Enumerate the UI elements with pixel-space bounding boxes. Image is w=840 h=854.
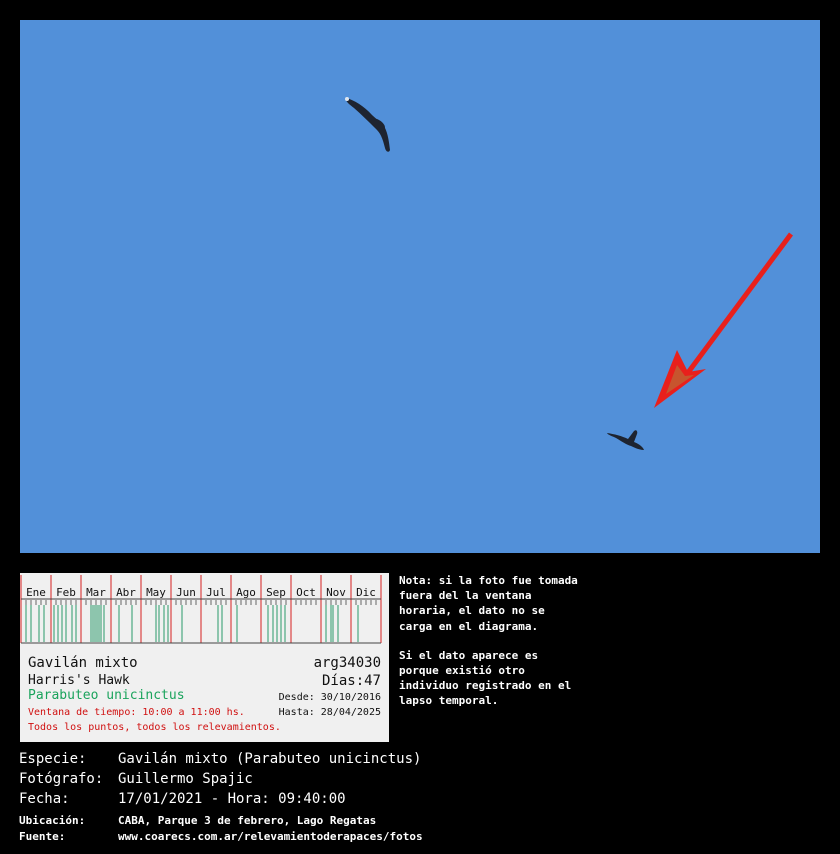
sightings-card <box>20 573 389 742</box>
info-location-label: Ubicación: <box>19 814 86 827</box>
info-location-value: CABA, Parque 3 de febrero, Lago Regatas <box>118 814 377 827</box>
info-date-row <box>19 791 346 807</box>
card-date-since: Desde: 30/10/2016 <box>278 692 381 703</box>
card-common-name: Harris's Hawk <box>28 673 130 688</box>
month-label: Nov <box>326 586 346 599</box>
card-scope-note: Todos los puntos, todos los relevamientos. <box>28 722 281 733</box>
card-species-name: Gavilán mixto <box>28 655 138 671</box>
info-photographer-row <box>19 771 253 787</box>
info-species-label: Especie: <box>19 751 87 767</box>
info-source-label: Fuente: <box>19 830 66 843</box>
info-location-row <box>19 814 376 827</box>
card-time-window: Ventana de tiempo: 10:00 a 11:00 hs. <box>28 707 245 718</box>
info-photographer-label: Fotógrafo: <box>19 771 104 787</box>
info-species-row <box>19 751 421 767</box>
info-source-value: www.coarecs.com.ar/relevamientoderapaces/fotos <box>118 830 423 843</box>
card-record-code: arg34030 <box>313 655 381 671</box>
info-date-label: Fecha: <box>19 791 70 807</box>
note-paragraph-2: Si el dato aparece es porque existió otro individuo registrado en el lapso temporal. <box>399 648 572 708</box>
bird-lower <box>607 430 644 450</box>
bird-upper <box>345 97 390 152</box>
note-panel <box>399 573 579 709</box>
info-source-row <box>19 830 423 843</box>
card-scientific-name: Parabuteo unicinctus <box>28 688 185 703</box>
month-label: Feb <box>56 586 76 599</box>
info-date-value: 17/01/2021 - Hora: 09:40:00 <box>118 791 346 807</box>
month-label: Abr <box>116 586 136 599</box>
info-photographer-value: Guillermo Spajic <box>118 771 253 787</box>
note-paragraph-1: Nota: si la foto fue tomada fuera del la ventana horaria, el dato no se carga en el diagrama. <box>399 574 578 633</box>
month-label: Ago <box>236 586 256 599</box>
annotation-arrow <box>654 234 791 408</box>
month-label: Ene <box>26 586 46 599</box>
month-label: May <box>146 586 166 599</box>
month-sightings-diagram <box>20 573 389 646</box>
photo-canvas <box>20 20 820 553</box>
info-species-value: Gavilán mixto (Parabuteo unicinctus) <box>118 751 422 767</box>
month-label: Mar <box>86 586 106 599</box>
month-label: Oct <box>296 586 316 599</box>
card-date-until: Hasta: 28/04/2025 <box>278 707 381 718</box>
month-label: Dic <box>356 586 376 599</box>
photo <box>20 20 820 553</box>
card-days-count: Días:47 <box>321 673 381 689</box>
month-label: Jun <box>176 586 196 599</box>
month-label: Sep <box>266 586 286 599</box>
month-label: Jul <box>206 586 226 599</box>
